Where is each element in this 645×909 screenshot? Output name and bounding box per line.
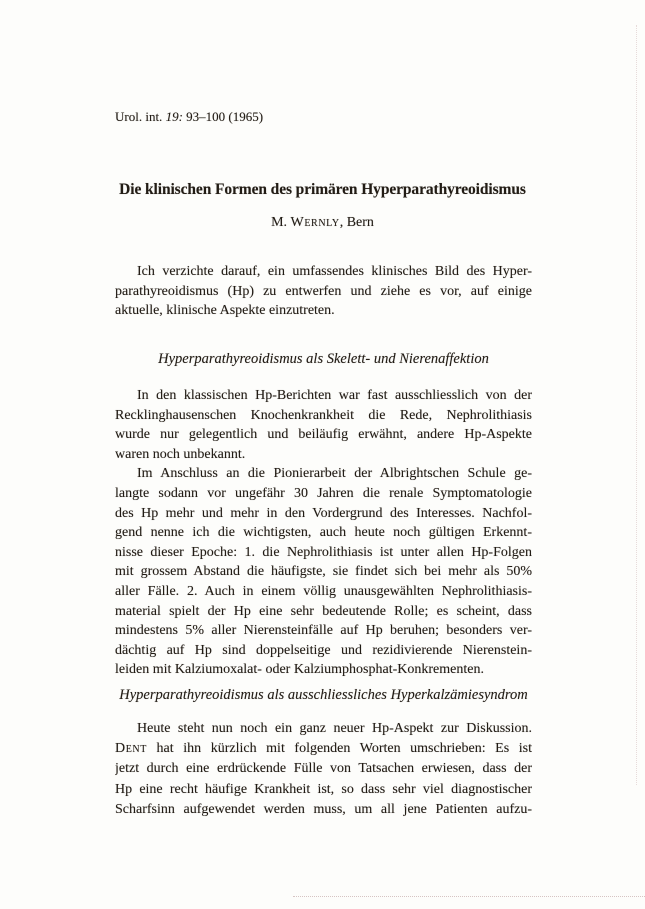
text-line: Recklinghausenschen Knochenkrankheit die Rede, Nephrolithiasis <box>115 407 532 423</box>
text-line: Heute steht nun noch ein ganz neuer Hp-Aspekt zur Diskussion. <box>137 721 532 736</box>
text-line: leiden mit Kalziumoxalat- oder Kalziumphosphat-Konkrementen. <box>115 662 484 678</box>
text-line: mit grossem Abstand die häufigste, sie findet sich bei mehr als 50% <box>115 564 532 580</box>
text-line <box>115 739 532 759</box>
text-line: Scharfsinn aufgewendet werden muss, um all jene Patienten aufzu- <box>115 801 532 817</box>
text-segment: 19: <box>165 109 183 124</box>
text-line: aller Fälle. 2. Auch in einem völlig unausgewählten Nephrolithiasis- <box>115 583 532 599</box>
text-line: mindestens 5% aller Nierensteinfälle auf Hp beruhen; besonders ver- <box>115 623 532 639</box>
text-line: aktuelle, klinische Aspekte einzutreten. <box>115 303 335 319</box>
text-segment: hat ihn kürzlich mit folgenden Worten umschrieben: Es ist <box>146 741 532 757</box>
section-heading-hyperkalzaemiesyndrom: Hyperparathyreoidismus als ausschliessliches Hyperkalzämiesyndrom <box>119 687 528 703</box>
text-segment: Wernly <box>290 215 340 230</box>
text-line: In den klassischen Hp-Berichten war fast ausschliesslich von der <box>137 388 532 403</box>
text-line: wurde nur gelegentlich und beiläufig erwähnt, andere Hp-Aspekte <box>115 427 532 443</box>
text-line: gend nenne ich die wichtigsten, auch heute noch gültigen Erkennt- <box>115 525 532 541</box>
paragraphs-classic-reports <box>115 386 532 680</box>
text-line: langte sodann vor ungefähr 30 Jahren die renale Symptomatologie <box>115 485 532 501</box>
scan-artifact-right-edge <box>636 25 637 785</box>
paragraph-dent-quote <box>115 719 532 820</box>
text-line: des Hp mehr und mehr in den Vordergrund des Interesses. Nachfol- <box>115 505 532 521</box>
journal-citation <box>115 108 263 125</box>
text-line: parathyreoidismus (Hp) zu entwerfen und ziehe es vor, auf einige <box>115 283 532 299</box>
text-line: waren noch unbekannt. <box>115 446 246 462</box>
text-segment: M. <box>271 215 291 230</box>
text-line: dächtig auf Hp sind doppelseitige und rezidivierende Nierenstein- <box>115 642 532 658</box>
paragraph-intro <box>115 262 532 321</box>
text-segment: Dent <box>115 741 147 757</box>
text-line: Hp eine recht häufige Krankheit ist, so dass sehr viel diagnostischer <box>115 781 532 797</box>
text-line: jetzt durch eine erdrückende Fülle von Tatsachen erwiesen, dass der <box>115 761 532 777</box>
text-line: material spielt der Hp eine sehr bedeutende Rolle; es scheint, dass <box>115 603 532 619</box>
text-line: Im Anschluss an die Pionierarbeit der Albrightschen Schule ge- <box>137 466 532 482</box>
text-segment: Urol. int. <box>115 109 166 124</box>
author-line <box>0 215 645 231</box>
scan-artifact-bottom-dotted-line <box>293 896 645 897</box>
article-title: Die klinischen Formen des primären Hyperparathyreoidismus <box>119 181 526 198</box>
text-segment: , Bern <box>339 215 374 230</box>
section-heading-skelett-nierenaffektion: Hyperparathyreoidismus als Skelett- und Nierenaffektion <box>158 351 489 367</box>
text-segment: 93–100 (1965) <box>182 109 264 124</box>
text-line: Ich verzichte darauf, ein umfassendes klinisches Bild des Hyper- <box>137 264 532 279</box>
text-line: nisse dieser Epoche: 1. die Nephrolithiasis ist unter allen Hp-Folgen <box>115 544 532 560</box>
